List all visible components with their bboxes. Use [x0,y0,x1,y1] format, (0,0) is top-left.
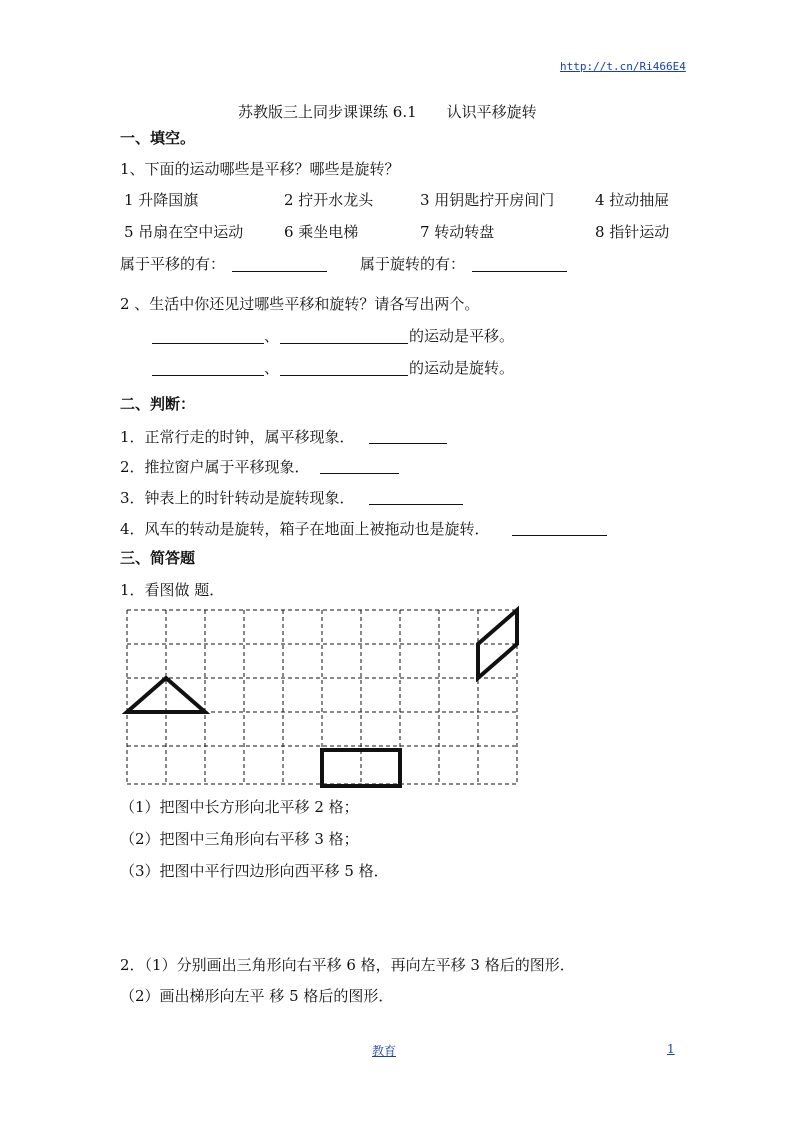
q1-item-3: 3 用钥匙拧开房间门 [420,191,555,209]
q1-item-4: 4 拉动抽屉 [595,191,670,209]
judge-item-3: 3．钟表上的时针转动是旋转现象． [120,489,355,507]
judge-item-1: 1．正常行走的时钟，属平移现象． [120,428,355,446]
rotation-answer-blank[interactable] [472,256,567,272]
separator-2: 、 [264,359,280,377]
judge-blank-4[interactable] [512,520,607,536]
q1-item-5: 5 吊扇在空中运动 [124,223,244,241]
s3-q1-sub-2: （2）把图中三角形向右平移 3 格； [120,830,359,848]
s3-q1-sub-1: （1）把图中长方形向北平移 2 格； [120,798,359,816]
q2-text: 2 、生活中你还见过哪些平移和旋转？请各写出两个。 [120,295,480,313]
section-2-heading: 二、判断： [120,395,196,413]
rotation-suffix: 的运动是旋转。 [409,359,515,377]
judge-blank-1[interactable] [369,428,447,444]
q1-item-7: 7 转动转盘 [420,223,495,241]
translation-answer-blank[interactable] [232,256,327,272]
q1-item-8: 8 指针运动 [595,223,670,241]
s3-q2-sub: （2）画出梯形向左平 移 5 格后的图形． [120,987,394,1005]
q1-item-1: 1 升降国旗 [124,191,199,209]
footer-center-link[interactable]: 教育 [372,1044,397,1058]
page-title: 苏教版三上同步课课练 6.1 认识平移旋转 [238,103,537,121]
q1-item-6: 6 乘坐电梯 [284,223,359,241]
translation-suffix: 的运动是平移。 [409,327,515,345]
header-link[interactable]: http://t.cn/Ri466E4 [560,60,686,73]
separator-1: 、 [264,327,280,345]
s3-q2-text: 2．（1）分别画出三角形向右平移 6 格，再向左平移 3 格后的图形． [120,956,575,974]
q1-item-2: 2 拧开水龙头 [284,191,374,209]
s3-q1-sub-3: （3）把图中平行四边形向西平移 5 格． [120,862,389,880]
q1-text: 1、下面的运动哪些是平移？哪些是旋转？ [120,160,400,178]
translation-example-blank-2[interactable] [280,328,408,344]
rotation-example-blank-1[interactable] [152,360,264,376]
s3-q1-text: 1．看图做 题． [120,581,225,599]
judge-item-4: 4．风车的转动是旋转，箱子在地面上被拖动也是旋转． [120,520,490,538]
translation-label: 属于平移的有： [120,255,226,273]
rotation-example-blank-2[interactable] [280,360,408,376]
parallelogram-shape [478,610,517,678]
grid-figure [120,604,540,794]
judge-blank-2[interactable] [320,458,399,474]
page-number: 1 [667,1042,675,1056]
translation-example-blank-1[interactable] [152,328,264,344]
judge-item-2: 2．推拉窗户属于平移现象． [120,458,310,476]
section-1-heading: 一、填空。 [120,129,196,147]
judge-blank-3[interactable] [369,489,463,505]
section-3-heading: 三、简答题 [120,549,196,567]
rotation-label: 属于旋转的有： [360,255,466,273]
